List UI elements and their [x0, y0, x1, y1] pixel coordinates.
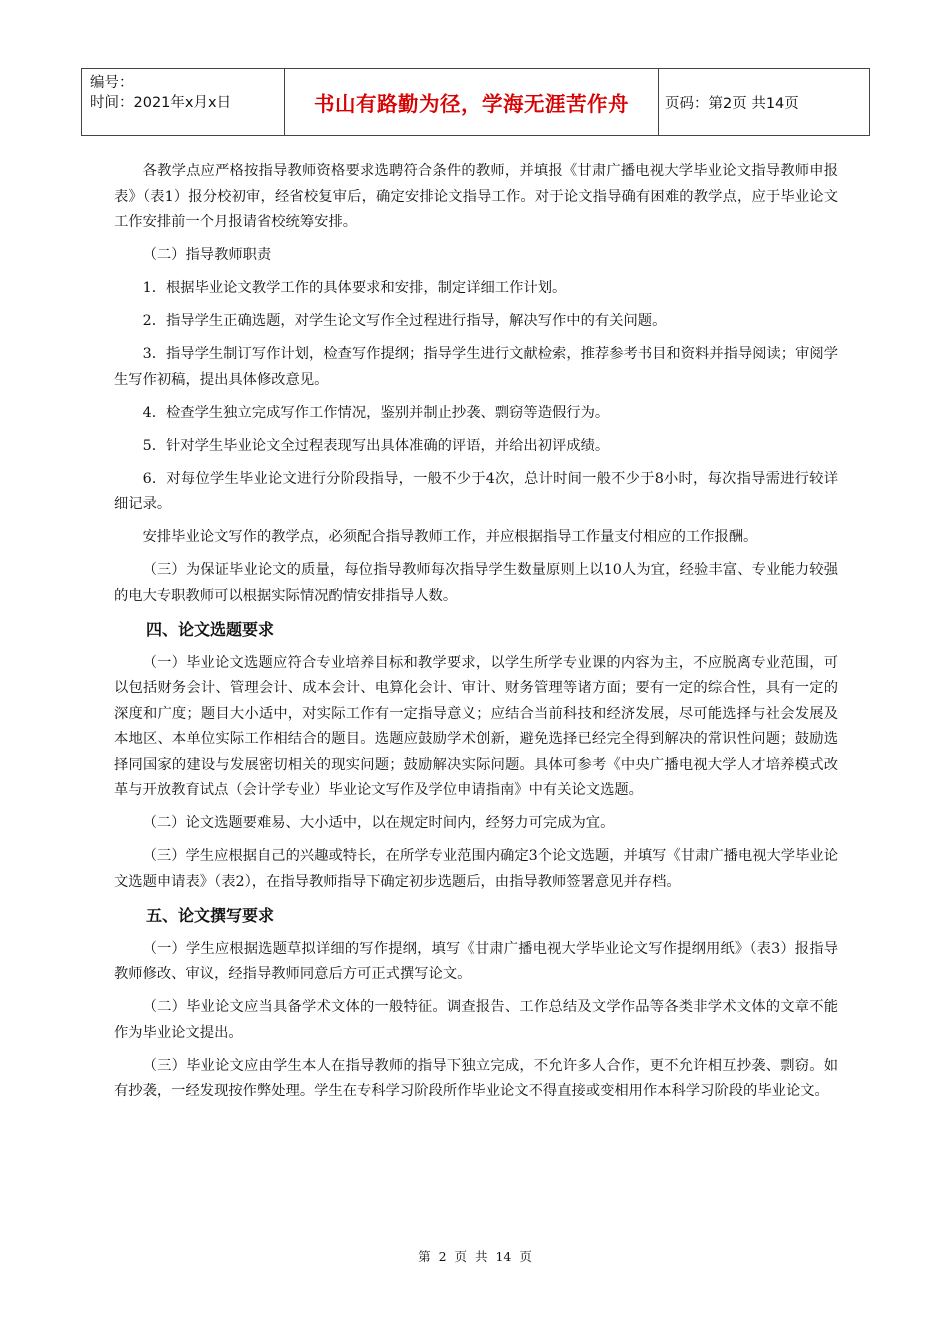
subheading: （二）指导教师职责 — [142, 247, 272, 263]
section-heading: 四、论文选题要求 — [146, 619, 275, 639]
document-date: 时间：2021年x月x日 — [90, 95, 232, 111]
document-number-label: 编号： — [90, 75, 134, 91]
list-item: 1．根据毕业论文教学工作的具体要求和安排，制定详细工作计划。 — [142, 280, 567, 296]
header-page-info: 页码：第2页 共14页 — [665, 95, 799, 112]
paragraph: （二）论文选题要难易、大小适中，以在规定时间内，经努力可完成为宜。 — [142, 815, 615, 831]
list-item: 2．指导学生正确选题，对学生论文写作全过程进行指导，解决写作中的有关问题。 — [142, 313, 667, 329]
paragraph: （三）毕业论文应由学生本人在指导教师的指导下独立完成，不允许多人合作，更不允许相互抄袭、剽窃。如有抄袭，一经发现按作弊处理。学生在专科学习阶段所作毕业论文不得直接或变相用作本科学习阶段的毕业论文。 — [114, 1057, 838, 1099]
list-item: 6．对每位学生毕业论文进行分阶段指导，一般不少于4次，总计时间一般不少于8小时，每次指导需进行较详细记录。 — [114, 470, 838, 512]
section-heading: 五、论文撰写要求 — [146, 905, 275, 925]
list-item: 5．针对学生毕业论文全过程表现写出具体准确的评语，并给出初评成绩。 — [142, 437, 610, 454]
page-footer: 第 2 页 共 14 页 — [418, 1249, 532, 1264]
paragraph: 各教学点应严格按指导教师资格要求选聘符合条件的教师，并填报《甘肃广播电视大学毕业论文指导教师申报表》（表1）报分校初审，经省校复审后，确定安排论文指导工作。对于论文指导确有困难的教学点，应于毕业论文工作安排前一个月报请省校统筹安排。 — [114, 163, 838, 230]
paragraph: （三）为保证毕业论文的质量，每位指导教师每次指导学生数量原则上以10人为宜，经验丰富、专业能力较强的电大专职教师可以根据实际情况酌情安排指导人数。 — [114, 562, 838, 604]
page-header — [81, 68, 870, 136]
paragraph: （一）毕业论文选题应符合专业培养目标和教学要求，以学生所学专业课的内容为主，不应脱离专业范围，可以包括财务会计、管理会计、成本会计、电算化会计、审计、财务管理等诸方面；要有一定的综合性，具有一定的深度和广度；题目大小适中，对实际工作有一定指导意义；应结合当前科技和经济发展，尽可能选择与社会发展及本地区、本单位实际工作相结合的题目。选题应鼓励学术创新，避免选择已经完全得到解决的常识性问题；鼓励选择同国家的建设与发展密切相关的现实问题；鼓励解决实际问题。具体可参考《中央广播电视大学人才培养模式改革与开放教育试点（会计学专业）毕业论文写作及学位申请指南》中有关论文选题。 — [114, 654, 838, 798]
paragraph: （二）毕业论文应当具备学术文体的一般特征。调查报告、工作总结及文学作品等各类非学术文体的文章不能作为毕业论文提出。 — [114, 999, 838, 1041]
list-item: 3．指导学生制订写作计划，检查写作提纲；指导学生进行文献检索，推荐参考书目和资料并指导阅读；审阅学生写作初稿，提出具体修改意见。 — [114, 346, 838, 388]
paragraph: （三）学生应根据自己的兴趣或特长，在所学专业范围内确定3个论文选题，并填写《甘肃广播电视大学毕业论文选题申请表》（表2），在指导教师指导下确定初步选题后，由指导教师签署意见并存档。 — [114, 848, 838, 890]
paragraph: 安排毕业论文写作的教学点，必须配合指导教师工作，并应根据指导工作量支付相应的工作报酬。 — [142, 529, 758, 545]
document-body — [114, 159, 838, 1112]
header-meta — [82, 69, 285, 135]
list-item: 4．检查学生独立完成写作工作情况，鉴别并制止抄袭、剽窃等造假行为。 — [142, 404, 610, 421]
paragraph: （一）学生应根据选题草拟详细的写作提纲，填写《甘肃广播电视大学毕业论文写作提纲用纸》（表3）报指导教师修改、审议，经指导教师同意后方可正式撰写论文。 — [114, 940, 838, 982]
header-motto: 书山有路勤为径，学海无涯苦作舟 — [285, 69, 659, 135]
